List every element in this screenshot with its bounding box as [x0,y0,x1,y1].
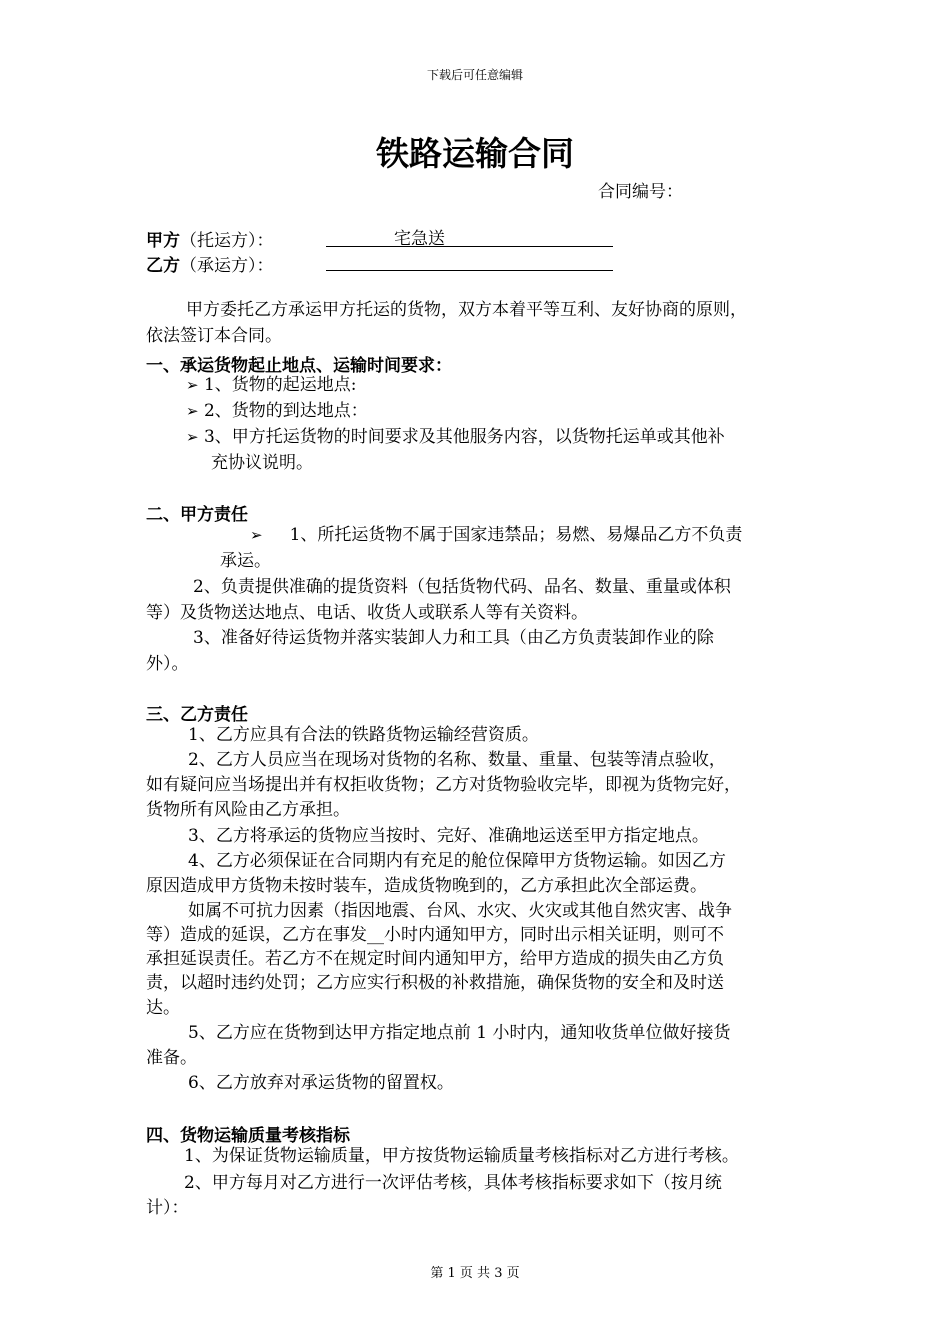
arrow-bullet-icon: ➢ [186,376,199,394]
intro-line-1: 甲方委托乙方承运甲方托运的货物，双方本着平等互利、友好协商的原则， [186,300,747,320]
arrow-bullet-icon: ➢ [186,428,199,446]
section-1-item-3: ➢ 3、甲方托运货物的时间要求及其他服务内容，以货物托运单或其他补 [186,427,725,447]
section-1-item-1: ➢ 1、货物的起运地点: [186,375,357,395]
section-2-item-2-cont: 等）及货物送达地点、电话、收货人或联系人等有关资料。 [146,603,588,623]
section-1-heading: 一、承运货物起止地点、运输时间要求： [146,356,452,376]
section-3-line: 4、乙方必须保证在合同期内有充足的舱位保障甲方货物运输。如因乙方 [188,851,726,871]
section-4-heading: 四、货物运输质量考核指标 [146,1126,350,1146]
section-2-item-1: ➢ 1、所托运货物不属于国家违禁品；易燃、易爆品乙方不负责 [250,525,743,545]
section-3-line: 2、乙方人员应当在现场对货物的名称、数量、重量、包装等清点验收， [188,750,726,770]
section-4-line: 计）： [146,1198,189,1218]
section-3-heading: 三、乙方责任 [146,705,248,725]
arrow-bullet-icon: ➢ [186,402,199,420]
section-3-line: 准备。 [146,1048,197,1068]
section-3-line: 1、乙方应具有合法的铁路货物运输经营资质。 [188,725,539,745]
section-4-line: 1、为保证货物运输质量，甲方按货物运输质量考核指标对乙方进行考核。 [184,1146,739,1166]
section-3-line: 原因造成甲方货物未按时装车，造成货物晚到的，乙方承担此次全部运费。 [146,876,707,896]
section-3-line: 达。 [146,998,180,1018]
party-b-line [146,251,274,276]
party-a-line [146,226,274,251]
party-a-value: 宅急送 [394,229,445,249]
page-footer: 第 1 页 共 3 页 [430,1266,520,1281]
section-2-item-2: 2、负责提供准确的提货资料（包括货物代码、品名、数量、重量或体积 [193,577,731,597]
section-3-line: 如有疑问应当场提出并有权拒收货物；乙方对货物验收完毕，即视为货物完好， [146,775,741,795]
section-2-item-3-cont: 外）。 [146,654,189,674]
header-note: 下载后可任意编辑 [426,68,523,82]
section-1-item-2: ➢ 2、货物的到达地点： [186,401,368,421]
section-3-line: 承担延误责任。若乙方不在规定时间内通知甲方，给甲方造成的损失由乙方负 [146,949,724,969]
section-3-line: 3、乙方将承运的货物应当按时、完好、准确地运送至甲方指定地点。 [188,826,709,846]
section-2-item-1-cont: 承运。 [220,551,271,571]
party-b-field[interactable] [326,248,613,271]
section-3-line: 货物所有风险由乙方承担。 [146,800,350,820]
section-2-item-3: 3、准备好待运货物并落实装卸人力和工具（由乙方负责装卸作业的除 [193,628,714,648]
party-a-role: （托运方）： [180,231,274,251]
party-b-role: （承运方）： [180,256,274,276]
section-3-line: 等）造成的延误，乙方在事发__小时内通知甲方，同时出示相关证明，则可不 [146,925,724,945]
section-3-line: 责，以超时违约处罚；乙方应实行积极的补救措施，确保货物的安全和及时送 [146,973,724,993]
arrow-bullet-icon: ➢ [250,526,263,544]
party-a-field[interactable] [326,224,613,247]
section-1-item-3-cont: 充协议说明。 [211,453,313,473]
section-3-line: 5、乙方应在货物到达甲方指定地点前 1 小时内，通知收货单位做好接货 [188,1023,731,1043]
section-3-line: 如属不可抗力因素（指因地震、台风、水灾、火灾或其他自然灾害、战争 [188,901,732,921]
section-4-line: 2、甲方每月对乙方进行一次评估考核，具体考核指标要求如下（按月统 [184,1173,722,1193]
document-title: 铁路运输合同 [376,134,574,173]
section-2-heading: 二、甲方责任 [146,505,248,525]
section-3-line: 6、乙方放弃对承运货物的留置权。 [188,1073,454,1093]
party-b-label: 乙方 [146,256,180,276]
contract-number-label: 合同编号： [598,182,683,202]
intro-line-2: 依法签订本合同。 [146,326,282,346]
party-a-label: 甲方 [146,231,180,251]
